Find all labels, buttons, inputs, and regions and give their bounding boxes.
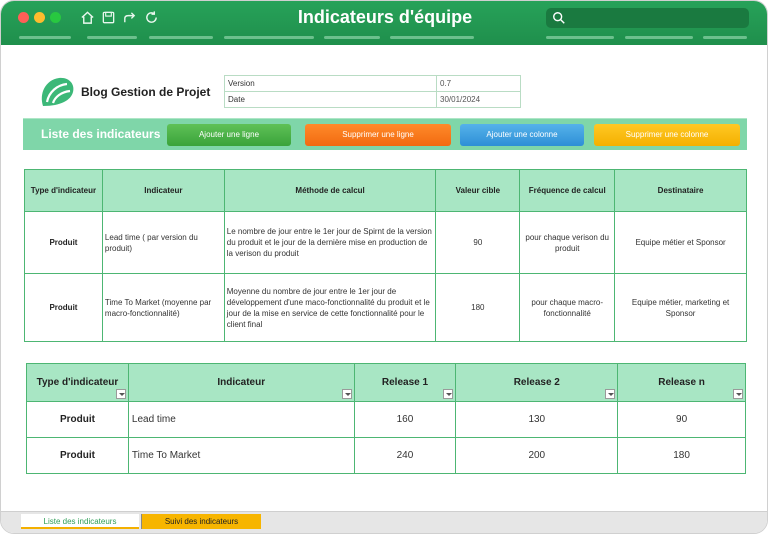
search-input[interactable] — [546, 8, 749, 28]
column-header[interactable]: Valeur cible — [436, 170, 520, 212]
meta-label[interactable]: Version — [225, 76, 437, 92]
app-title: Indicateurs d'équipe — [297, 7, 473, 27]
cell-frequency[interactable]: pour chaque verison du produit — [520, 212, 615, 274]
brand-logo — [39, 76, 75, 108]
title-bar — [1, 1, 768, 45]
column-header[interactable]: Méthode de calcul — [224, 170, 436, 212]
ribbon-separator — [625, 36, 693, 39]
table-row — [25, 274, 747, 342]
save-icon[interactable] — [101, 10, 116, 25]
cell-release-2[interactable]: 130 — [456, 402, 618, 438]
cell-method[interactable]: Le nombre de jour entre le 1er jour de Spirnt de la version du produit et le jour de la dernière mise en production de la verison du produit — [224, 212, 436, 274]
filter-dropdown-button[interactable] — [605, 389, 615, 399]
cell-type[interactable]: Produit — [27, 402, 129, 438]
delete-column-button[interactable]: Supprimer une colonne — [594, 124, 740, 146]
cell-indicator[interactable]: Time To Market — [128, 438, 354, 474]
table-header-row — [27, 364, 746, 402]
column-header[interactable]: Indicateur — [102, 170, 224, 212]
cell-indicator[interactable]: Time To Market (moyenne par macro-fonctionnalité) — [102, 274, 224, 342]
refresh-icon[interactable] — [144, 10, 159, 25]
brand-name: Blog Gestion de Projet — [81, 85, 211, 99]
cell-release-n[interactable]: 180 — [618, 438, 746, 474]
share-icon[interactable] — [122, 10, 137, 25]
ribbon-separator — [149, 36, 213, 39]
meta-row — [225, 76, 521, 92]
meta-value[interactable]: 0.7 — [437, 76, 521, 92]
cell-indicator[interactable]: Lead time ( par version du produit) — [102, 212, 224, 274]
column-header[interactable] — [618, 364, 746, 402]
cell-indicator[interactable]: Lead time — [128, 402, 354, 438]
column-header[interactable] — [128, 364, 354, 402]
cell-type[interactable]: Produit — [25, 274, 103, 342]
sheet-tab-bar — [1, 511, 768, 534]
minimize-window-button[interactable] — [34, 12, 45, 23]
ribbon-separator — [390, 36, 474, 39]
search-icon — [552, 11, 566, 25]
column-header-label: Release 1 — [381, 377, 429, 388]
cell-release-1[interactable]: 240 — [354, 438, 456, 474]
table-row — [25, 212, 747, 274]
ribbon-separator — [87, 36, 137, 39]
column-header[interactable] — [354, 364, 456, 402]
meta-label[interactable]: Date — [225, 92, 437, 108]
cell-release-2[interactable]: 200 — [456, 438, 618, 474]
cell-release-n[interactable]: 90 — [618, 402, 746, 438]
cell-recipient[interactable]: Equipe métier, marketing et Sponsor — [615, 274, 747, 342]
add-column-button[interactable]: Ajouter une colonne — [460, 124, 584, 146]
cell-method[interactable]: Moyenne du nombre de jour entre le 1er jour de développement d'une maco-fonctionnalité du produit et le jour de la mise en service de cette fonctionnalité pour le client final — [224, 274, 436, 342]
delete-row-button[interactable]: Supprimer une ligne — [305, 124, 451, 146]
maximize-window-button[interactable] — [50, 12, 61, 23]
column-header-label: Release 2 — [513, 377, 560, 388]
column-header[interactable]: Type d'indicateur — [25, 170, 103, 212]
column-header-label: Type d'indicateur — [36, 377, 119, 388]
cell-target[interactable]: 90 — [436, 212, 520, 274]
table-row — [27, 438, 746, 474]
add-row-button[interactable]: Ajouter une ligne — [167, 124, 291, 146]
column-header-label: Release n — [658, 377, 705, 388]
tracking-table — [26, 363, 746, 474]
table-header-row — [25, 170, 747, 212]
document-meta-table — [224, 75, 521, 108]
filter-dropdown-button[interactable] — [342, 389, 352, 399]
meta-value[interactable]: 30/01/2024 — [437, 92, 521, 108]
ribbon-separator — [324, 36, 380, 39]
action-toolbar — [23, 118, 747, 150]
filter-dropdown-button[interactable] — [443, 389, 453, 399]
cell-release-1[interactable]: 160 — [354, 402, 456, 438]
sheet-tab-indicator-list[interactable]: Liste des indicateurs — [21, 514, 139, 529]
table-row — [27, 402, 746, 438]
close-window-button[interactable] — [18, 12, 29, 23]
filter-dropdown-button[interactable] — [116, 389, 126, 399]
column-header[interactable] — [456, 364, 618, 402]
toolbar-title: Liste des indicateurs — [41, 127, 161, 141]
sheet-tab-indicator-tracking[interactable]: Suivi des indicateurs — [141, 514, 261, 529]
filter-dropdown-button[interactable] — [733, 389, 743, 399]
column-header[interactable]: Destinataire — [615, 170, 747, 212]
column-header[interactable]: Fréquence de calcul — [520, 170, 615, 212]
cell-type[interactable]: Produit — [25, 212, 103, 274]
column-header[interactable] — [27, 364, 129, 402]
meta-row — [225, 92, 521, 108]
ribbon-separator — [224, 36, 314, 39]
cell-target[interactable]: 180 — [436, 274, 520, 342]
cell-frequency[interactable]: pour chaque macro-fonctionnalité — [520, 274, 615, 342]
ribbon-separator — [19, 36, 71, 39]
ribbon-separator — [703, 36, 747, 39]
indicators-table — [24, 169, 747, 342]
column-header-label: Indicateur — [217, 377, 266, 388]
home-icon[interactable] — [80, 10, 95, 25]
ribbon-separator — [546, 36, 614, 39]
cell-type[interactable]: Produit — [27, 438, 129, 474]
cell-recipient[interactable]: Equipe métier et Sponsor — [615, 212, 747, 274]
